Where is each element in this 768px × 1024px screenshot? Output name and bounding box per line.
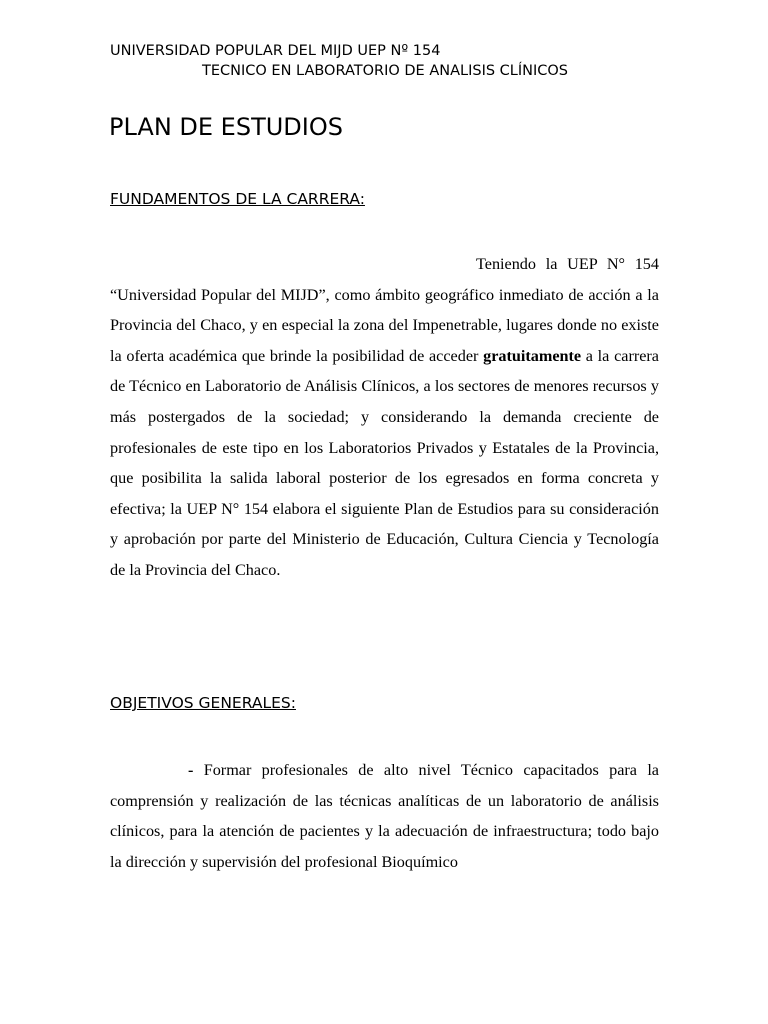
fundamentos-heading: FUNDAMENTOS DE LA CARRERA: [110,190,365,208]
fundamentos-bold-word: gratuitamente [483,346,582,365]
objetivos-item-dash: - [188,761,194,779]
institution-name: UNIVERSIDAD POPULAR DEL MIJD UEP Nº 154 [110,43,441,59]
objetivos-item-text: Formar profesionales de alto nivel Técnico capacitados para la comprensión y realización de las técnicas analíticas de un laboratorio de análisis clínicos, para la atención de pacientes y la adecuación de infraestructura; todo bajo la dirección y supervisión del profesional Bioquímico [110,761,659,871]
fundamentos-text-start: Teniendo la UEP N° 154 “Universidad Popular del MIJD”, como ámbito geográfico inmediato de acción a la Provincia del Chaco, y en especial la zona del Impenetrable, lugares donde no existe la oferta académica que brinde la posibilidad de acceder [110,255,659,365]
objetivos-paragraph [110,755,659,877]
fundamentos-text-end: a la carrera de Técnico en Laboratorio de Análisis Clínicos, a los sectores de menores recursos y más postergados de la sociedad; y considerando la demanda creciente de profesionales de este tipo en los Laboratorios Privados y Estatales de la Provincia, que posibilita la salida laboral posterior de los egresados en forma concreta y efectiva; la UEP N° 154 elabora el siguiente Plan de Estudios para su consideración y aprobación por parte del Ministerio de Educación, Cultura Ciencia y Tecnología de la Provincia del Chaco. [110,346,659,579]
page-title: PLAN DE ESTUDIOS [109,113,343,141]
objetivos-heading: OBJETIVOS GENERALES: [110,694,296,712]
fundamentos-paragraph [110,249,659,586]
career-name: TECNICO EN LABORATORIO DE ANALISIS CLÍNICOS [202,63,569,79]
